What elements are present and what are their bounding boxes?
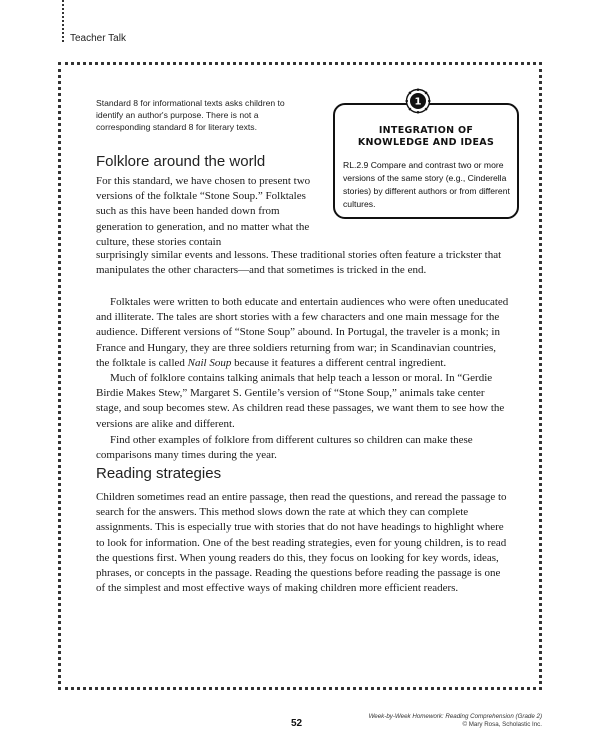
folklore-intro: For this standard, we have chosen to present two versions of the folktale “Stone Soup.” Folktales such as this have been handed down from generation to generation, and no matter what the culture, these stories contain [96,175,311,248]
standard-box [333,103,519,219]
folklore-paragraph-2: Folktales were written to both educate and entertain audiences who were often uneducated and illiterate. The tales are short stories with a few characters and one main message for the audience. Different versions of “Stone Soup” abound. In Portugal, the traveler is a monk; in France and Hungary, they are three soldiers returning from war; in Scandinavian countries, the folktale is called Nail Soup because it features a different central ingredient. [96,296,509,369]
page-number: 52 [291,718,303,729]
header-rule [62,0,64,42]
standard-note: Standard 8 for informational texts asks children to identify an author's purpose. There is not a corresponding standard 8 for literary texts. [96,98,285,132]
reading-strategies-heading: Reading strategies [96,465,222,482]
nail-soup-title: Nail Soup [187,356,232,369]
puzzle-badge-icon [405,88,431,114]
reading-strategies-paragraph: Children sometimes read an entire passage, then read the questions, and reread the passage to search for the answers. This method slows down the rate at which they can complete assignments. This is especially true with stories that do not have headings to highlight where to look for information. One of the best reading strategies, even for young children, is to read the questions first. When young readers do this, they focus on looking for key words, ideas, phrases, or concepts in the passage. Reading the questions before reading the passage is one of the simplest and most effective ways of making children more efficient readers. [96,491,507,595]
standard-box-title: INTEGRATION OF KNOWLEDGE AND IDEAS [357,125,495,148]
folklore-paragraph-4: Find other examples of folklore from different cultures so children can make these comparisons many times during the year. [96,434,473,462]
copyright: © Mary Rosa, Scholastic Inc. [462,721,542,728]
badge-number: 1 [414,96,422,108]
section-label: Teacher Talk [70,33,126,44]
standard-box-text: RL.2.9 Compare and contrast two or more versions of the same story (e.g., Cinderella stories) by different authors or from different cultures. [343,160,510,209]
folklore-heading: Folklore around the world [96,153,266,170]
folklore-intro-continued: surprisingly similar events and lessons. These traditional stories often feature a trickster that manipulates the other characters—and that sometimes is tricked in the end. [96,249,502,277]
footer-credits [369,713,542,729]
book-title: Week-by-Week Homework: Reading Comprehension (Grade 2) [368,713,542,720]
folklore-paragraph-3: Much of folklore contains talking animals that help teach a lesson or moral. In “Gerdie Birdie Makes Stew,” Margaret S. Gentile’s version of “Stone Soup,” animals take center stage, and soup becomes stew. As children read these passages, we want them to see how the versions are alike and different. [96,372,505,430]
